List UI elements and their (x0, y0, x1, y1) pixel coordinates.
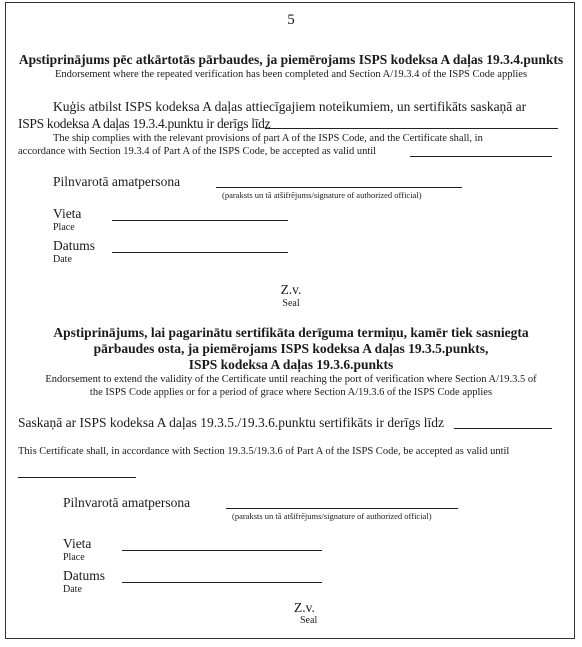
section2-title-lv-line2: pārbaudes osta, ja piemērojams ISPS kodeksa A daļas 19.3.5.punkts, (93, 341, 489, 356)
section1-body-lv-line2: ISPS kodeksa A daļas 19.3.4.punktu ir derīgs līdz (18, 116, 271, 131)
section1-place-label-en: Place (53, 222, 75, 233)
section1-date-label-en: Date (53, 254, 72, 265)
section1-place-field[interactable] (112, 220, 288, 221)
section2-body-en: This Certificate shall, in accordance with Section 19.3.5/19.3.6 of Part A of the ISPS Code, be accepted as valid until (18, 446, 510, 457)
section2-title-en-line2: the ISPS Code applies or for a period of grace where Section A/19.3.6 of the ISPS Code applies (89, 387, 493, 398)
section1-title-en: Endorsement where the repeated verification has been completed and Section A/19.3.4 of the ISPS Code applies (54, 69, 528, 80)
section2-seal-en: Seal (300, 615, 318, 626)
page-number: 5 (287, 12, 295, 28)
section2-valid-until-line-lv[interactable] (454, 428, 552, 429)
section1-signature-line[interactable] (216, 187, 462, 188)
section2-title-lv-line1: Apstiprinājums, lai pagarinātu sertifikāta derīguma termiņu, kamēr tiek sasniegta (53, 325, 529, 340)
section1-official-label: Pilnvarotā amatpersona (53, 174, 181, 189)
section1-date-field[interactable] (112, 252, 288, 253)
section2-date-field[interactable] (122, 582, 322, 583)
section2-place-label-en: Place (63, 552, 85, 563)
section1-seal-en: Seal (282, 298, 300, 309)
valid-until-line-lv[interactable] (265, 128, 558, 129)
section2-title-lv-line3: ISPS kodeksa A daļas 19.3.6.punkts (188, 357, 394, 372)
section1-place-label: Vieta (53, 206, 82, 221)
section1-seal-lv: Z.v. (280, 282, 302, 297)
section2-seal-lv: Z.v. (294, 600, 315, 615)
section2-date-label-en: Date (63, 584, 82, 595)
section1-body-en-line2: accordance with Section 19.3.4 of Part A of the ISPS Code, be accepted as valid until (18, 146, 377, 157)
section2-signature-line[interactable] (226, 508, 458, 509)
section2-signature-caption: (paraksts un tā atšifrējums/signature of authorized official) (232, 511, 432, 521)
section2-body-lv: Saskaņā ar ISPS kodeksa A daļas 19.3.5./19.3.6.punktu sertifikāts ir derīgs līdz (18, 415, 444, 430)
valid-until-line-en[interactable] (410, 156, 552, 157)
section1-signature-caption: (paraksts un tā atšifrējums/signature of authorized official) (222, 190, 422, 200)
section1-body-en-line1: The ship complies with the relevant provisions of part A of the ISPS Code, and the Certificate shall, in (53, 133, 483, 144)
section1-title-lv: Apstiprinājums pēc atkārtotās pārbaudes, ja piemērojams ISPS kodeksa A daļas 19.3.4.punkts (18, 52, 564, 67)
section1-date-label: Datums (53, 238, 95, 253)
section2-valid-until-line-en[interactable] (18, 477, 136, 478)
section1-body-lv-line1: Kuģis atbilst ISPS kodeksa A daļas attiecīgajiem noteikumiem, un sertifikāts saskaņā ar (53, 99, 527, 114)
section2-date-label: Datums (63, 568, 105, 583)
section2-title-en-line1: Endorsement to extend the validity of the Certificate until reaching the port of verification where Section A/19.3.5 of (45, 374, 537, 385)
section2-official-label: Pilnvarotā amatpersona (63, 495, 191, 510)
section2-place-label: Vieta (63, 536, 92, 551)
section2-place-field[interactable] (122, 550, 322, 551)
